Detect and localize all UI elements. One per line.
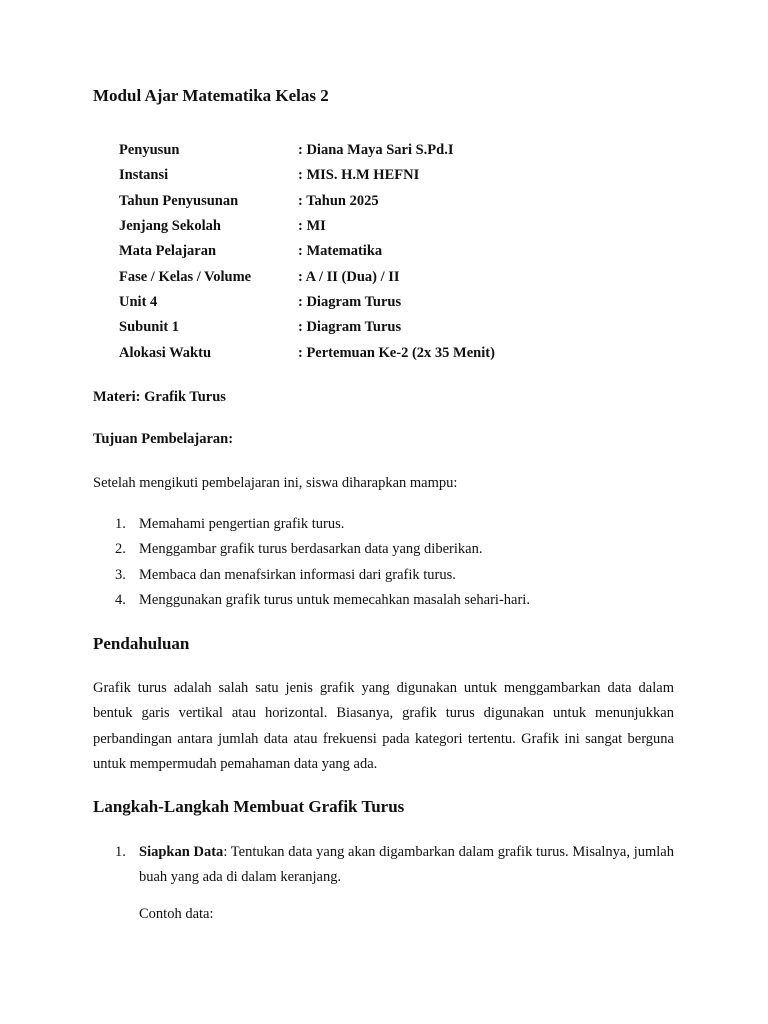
list-item (93, 537, 530, 562)
identity-label: Subunit 1 (119, 319, 180, 336)
identity-value: : Diagram Turus (298, 293, 402, 310)
identity-label: Instansi (119, 167, 169, 184)
list-number: 3. (115, 566, 126, 583)
identity-row (119, 239, 679, 264)
pendahuluan-paragraph: Grafik turus adalah salah satu jenis grafik yang digunakan untuk menggambarkan data dalam bentuk garis vertikal atau horizontal. Biasanya, grafik turus digunakan untuk menunjukkan perbandingan antara jumlah data atau frekuensi pada kategori tertentu. Grafik ini sangat berguna untuk mempermudah pemahaman data yang ada. (93, 680, 674, 772)
identity-value: : MI (298, 218, 326, 235)
identity-label: Alokasi Waktu (119, 344, 212, 361)
identity-row (119, 189, 679, 214)
list-item (93, 840, 674, 891)
list-item-text (139, 840, 674, 891)
identity-row (119, 138, 679, 163)
identity-value: : Matematika (298, 243, 383, 260)
list-item (93, 588, 530, 613)
identity-row (119, 290, 679, 315)
identity-value: : Diana Maya Sari S.Pd.I (298, 142, 454, 159)
identity-label: Tahun Penyusunan (119, 192, 239, 209)
identity-value: : MIS. H.M HEFNI (298, 167, 420, 184)
list-number: 2. (115, 541, 126, 558)
contoh-data-label: Contoh data: (139, 906, 214, 922)
identity-value: : Diagram Turus (298, 319, 402, 336)
tujuan-list (93, 512, 530, 613)
identity-row (119, 315, 679, 340)
identity-label: Mata Pelajaran (119, 243, 217, 260)
list-item (93, 563, 530, 588)
list-item-text: Menggunakan grafik turus untuk memecahkan masalah sehari-hari. (139, 592, 530, 609)
identity-value: : Tahun 2025 (298, 192, 379, 209)
identity-table (119, 138, 679, 366)
step-title: Siapkan Data (139, 844, 224, 860)
identity-row (119, 163, 679, 188)
list-number: 1. (115, 844, 126, 860)
identity-label: Jenjang Sekolah (119, 218, 221, 235)
pendahuluan-heading: Pendahuluan (93, 634, 190, 653)
list-item-text: Memahami pengertian grafik turus. (139, 516, 345, 533)
list-item (93, 512, 530, 537)
list-item-text: Menggambar grafik turus berdasarkan data yang diberikan. (139, 541, 483, 558)
list-number: 1. (115, 516, 126, 533)
materi-heading: Materi: Grafik Turus (93, 389, 226, 405)
langkah-heading: Langkah-Langkah Membuat Grafik Turus (93, 797, 405, 816)
document-title: Modul Ajar Matematika Kelas 2 (93, 86, 329, 105)
identity-value: : Pertemuan Ke-2 (2x 35 Menit) (298, 344, 495, 361)
identity-label: Unit 4 (119, 293, 158, 310)
step-description: : Tentukan data yang akan digambarkan dalam grafik turus. Misalnya, jumlah buah yang ada di dalam keranjang. (139, 844, 674, 886)
list-item-text: Membaca dan menafsirkan informasi dari grafik turus. (139, 566, 456, 583)
identity-label: Penyusun (119, 142, 180, 159)
tujuan-heading: Tujuan Pembelajaran: (93, 431, 234, 447)
identity-label: Fase / Kelas / Volume (119, 268, 252, 285)
identity-row (119, 264, 679, 289)
identity-row (119, 340, 679, 365)
identity-row (119, 214, 679, 239)
list-number: 4. (115, 592, 126, 609)
identity-value: : A / II (Dua) / II (298, 268, 400, 285)
tujuan-intro: Setelah mengikuti pembelajaran ini, siswa diharapkan mampu: (93, 475, 458, 491)
langkah-list (93, 840, 674, 891)
